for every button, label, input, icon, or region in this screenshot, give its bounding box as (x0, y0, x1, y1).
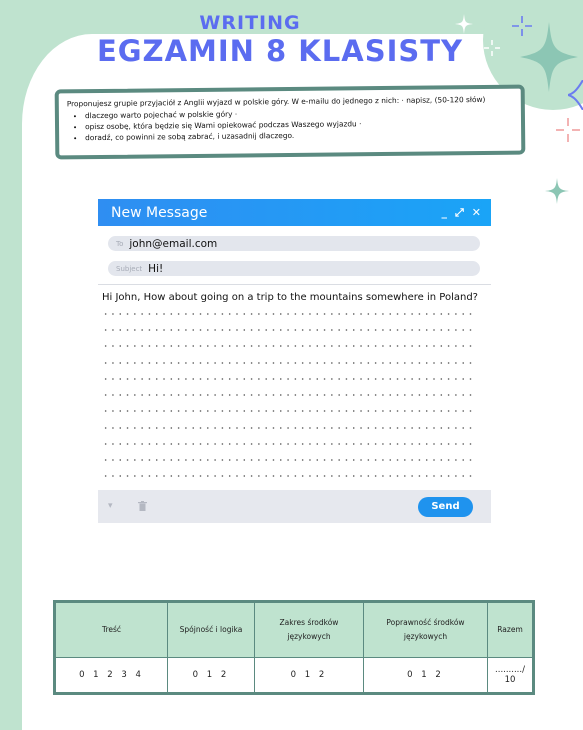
writing-line (102, 410, 476, 412)
writing-line (102, 313, 476, 315)
expand-icon[interactable]: ⤢ (454, 205, 464, 219)
email-compose-window (98, 199, 491, 523)
grading-value-cell: 0 1 2 (364, 658, 488, 694)
email-body-text[interactable]: Hi John, How about going on a trip to the mountains somewhere in Poland? (102, 292, 478, 303)
trash-icon[interactable] (138, 501, 147, 514)
grading-header-cell: Razem (488, 602, 534, 658)
grading-header-row (55, 602, 534, 658)
email-header (98, 199, 491, 226)
grading-table (53, 600, 535, 695)
page-title: EGZAMIN 8 KLASISTY (96, 34, 464, 68)
writing-line (102, 362, 476, 364)
task-point: • dlaczego warto pojechać w polskie góry · (85, 107, 513, 120)
writing-line (102, 427, 476, 429)
grading-header-cell: Treść (55, 602, 168, 658)
minimize-icon[interactable]: _ (441, 205, 447, 219)
grading-header-cell: Zakres środków językowych (255, 602, 364, 658)
writing-line (102, 394, 476, 396)
to-value: john@email.com (129, 237, 218, 250)
sparkle-icon (545, 178, 569, 204)
writing-line (102, 459, 476, 461)
writing-line (102, 329, 476, 331)
sparkle-icon (568, 80, 583, 110)
to-field[interactable] (108, 236, 480, 251)
page-subtitle: WRITING (199, 12, 301, 34)
to-label: To (116, 239, 124, 248)
writing-line (102, 345, 476, 347)
email-footer (98, 490, 491, 523)
grading-value-cell: 0 1 2 (255, 658, 364, 694)
grading-value-cell: 0 1 2 3 4 (55, 658, 168, 694)
window-controls (441, 206, 481, 220)
task-intro: Proponujesz grupie przyjaciół z Anglii wyjazd w polskie góry. W e-mailu do jednego z nich: · napisz, (50-120 słów) (66, 94, 486, 109)
close-icon[interactable]: ✕ (471, 205, 481, 219)
grading-header-cell: Poprawność środków językowych (364, 602, 488, 658)
subject-label: Subject (116, 264, 143, 273)
task-instructions (55, 85, 526, 160)
writing-line (102, 378, 476, 380)
email-window-title: New Message (111, 204, 208, 221)
grading-value-cell: 0 1 2 (168, 658, 255, 694)
task-points-list (67, 107, 513, 143)
task-point: • doradź, co powinni ze sobą zabrać, i uzasadnij dlaczego. (85, 129, 513, 142)
writing-line (102, 443, 476, 445)
grading-total-cell: ........../ 10 (488, 658, 534, 694)
grading-header-cell: Spójność i logika (168, 602, 255, 658)
send-button[interactable]: Send (418, 497, 473, 517)
writing-line (102, 475, 476, 477)
subject-value: Hi! (148, 262, 164, 275)
task-point: • opisz osobę, która będzie się Wami opiekować podczas Waszego wyjazdu · (85, 118, 513, 131)
grading-values-row (55, 658, 534, 694)
sparkle-icon (512, 16, 532, 36)
subject-field[interactable] (108, 261, 480, 276)
chevron-down-icon[interactable]: ▾ (108, 501, 113, 511)
sparkle-icon (556, 118, 580, 142)
divider (98, 284, 491, 285)
